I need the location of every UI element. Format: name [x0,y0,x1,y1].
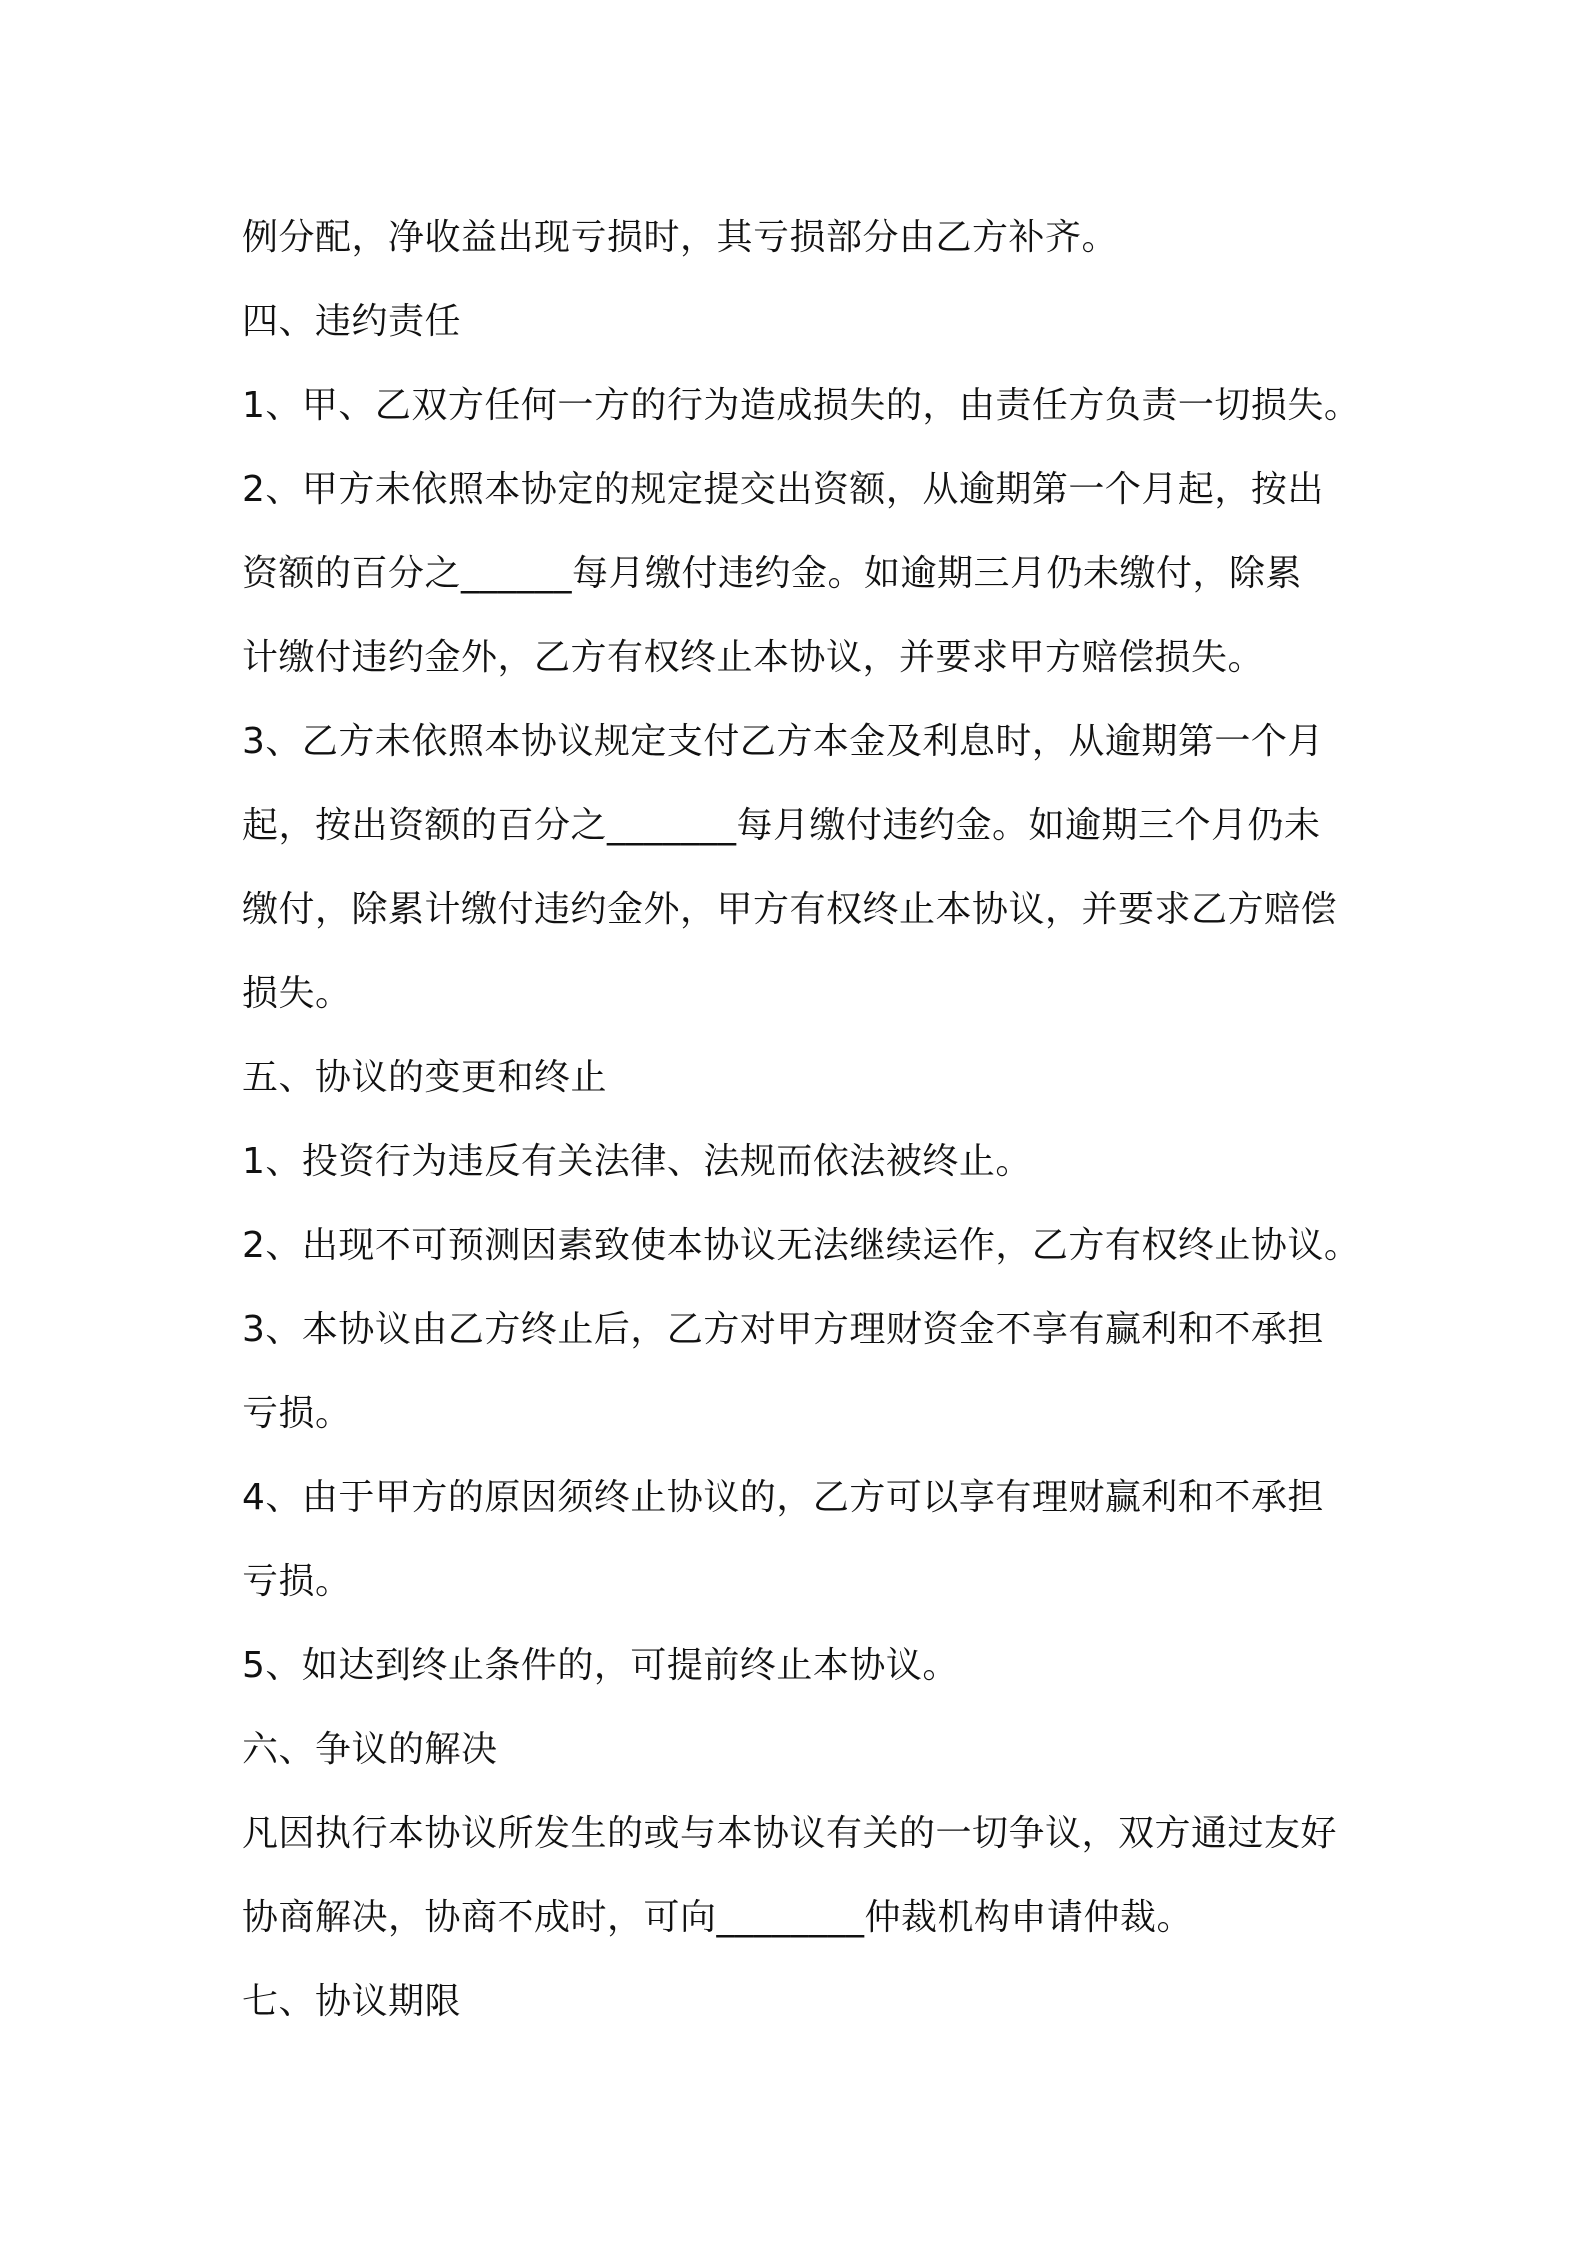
paragraph-line: 1、甲、乙双方任何一方的行为造成损失的，由责任方负责一切损失。 [242,385,1361,426]
paragraph-line: 起，按出资额的百分之_______每月缴付违约金。如逾期三个月仍未 [242,805,1321,846]
paragraph-line: 资额的百分之______每月缴付违约金。如逾期三月仍未缴付，除累 [242,553,1303,594]
paragraph-line: 5、如达到终止条件的，可提前终止本协议。 [242,1645,959,1686]
section-heading-change-termination: 五、协议的变更和终止 [242,1057,608,1098]
paragraph-line: 缴付，除累计缴付违约金外，甲方有权终止本协议，并要求乙方赔偿 [242,889,1338,930]
paragraph-line: 协商解决，协商不成时，可向________仲裁机构申请仲裁。 [242,1897,1194,1938]
paragraph-line: 亏损。 [242,1561,352,1602]
paragraph-line: 例分配，净收益出现亏损时，其亏损部分由乙方补齐。 [242,217,1119,258]
section-heading-term: 七、协议期限 [242,1981,462,2022]
paragraph-line: 2、出现不可预测因素致使本协议无法继续运作，乙方有权终止协议。 [242,1225,1361,1266]
section-heading-dispute: 六、争议的解决 [242,1729,498,1770]
document-body [242,196,1382,2044]
paragraph-line: 凡因执行本协议所发生的或与本协议有关的一切争议，双方通过友好 [242,1813,1338,1854]
paragraph-line: 1、投资行为违反有关法律、法规而依法被终止。 [242,1141,1032,1182]
paragraph-line: 4、由于甲方的原因须终止协议的，乙方可以享有理财赢利和不承担 [242,1477,1324,1518]
paragraph-line: 损失。 [242,973,352,1014]
paragraph-line: 计缴付违约金外，乙方有权终止本协议，并要求甲方赔偿损失。 [242,637,1265,678]
paragraph-line: 3、乙方未依照本协议规定支付乙方本金及利息时，从逾期第一个月 [242,721,1324,762]
section-heading-breach: 四、违约责任 [242,301,462,342]
paragraph-line: 3、本协议由乙方终止后，乙方对甲方理财资金不享有赢利和不承担 [242,1309,1324,1350]
paragraph-line: 2、甲方未依照本协定的规定提交出资额，从逾期第一个月起，按出 [242,469,1324,510]
paragraph-line: 亏损。 [242,1393,352,1434]
